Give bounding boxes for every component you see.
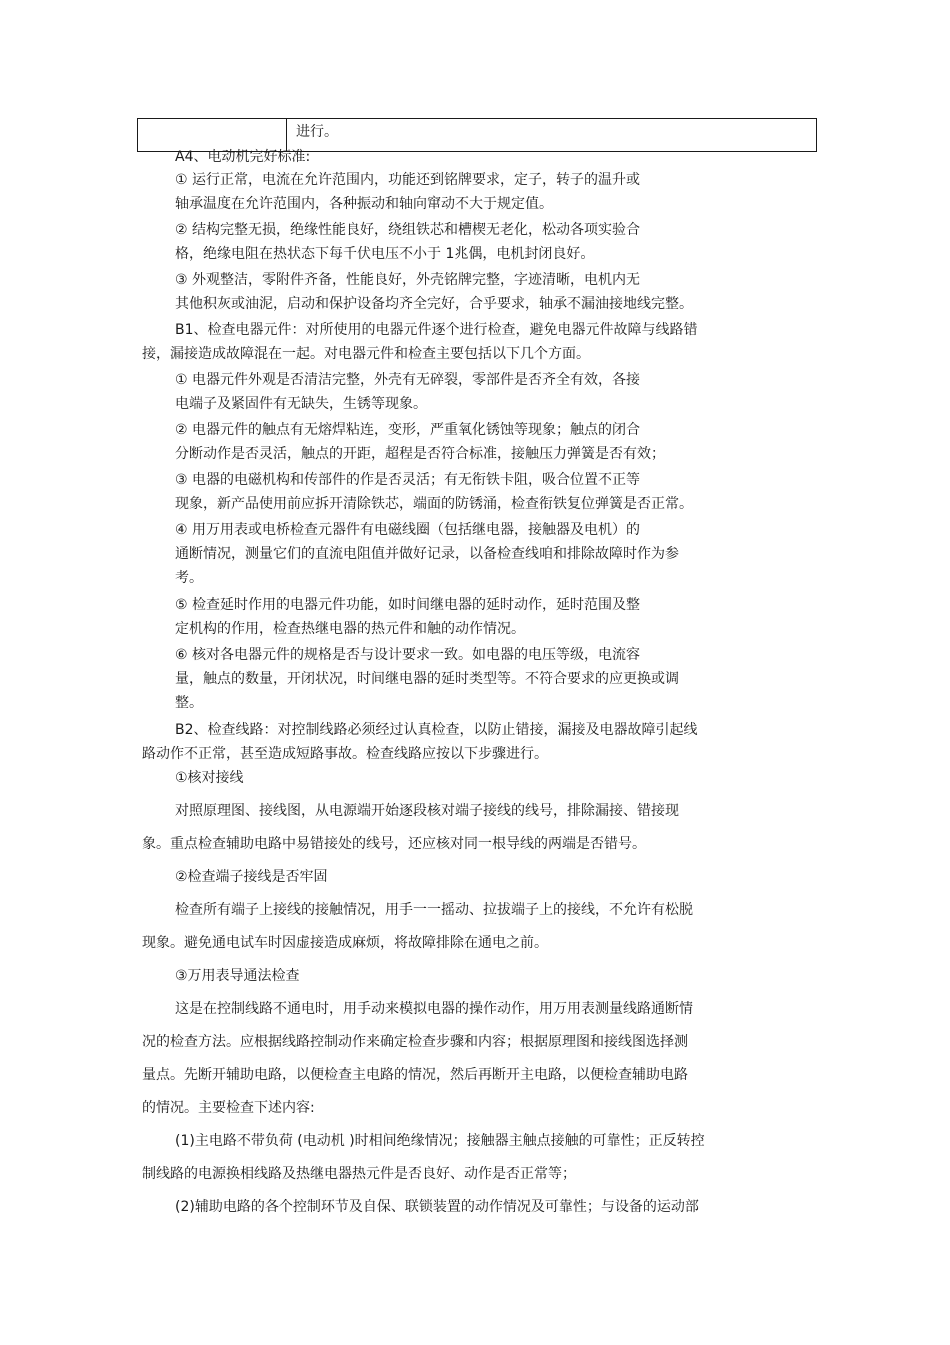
text-line: 定机构的作用，检查热继电器的热元件和触的动作情况。 bbox=[175, 621, 525, 637]
text-line: 电端子及紧固件有无缺失，生锈等现象。 bbox=[175, 396, 427, 412]
text-line: 考。 bbox=[175, 570, 203, 586]
text-line: 况的检查方法。应根据线路控制动作来确定检查步骤和内容；根据原理图和接线图选择测 bbox=[142, 1034, 688, 1050]
table-fragment bbox=[137, 118, 817, 152]
text-line: 轴承温度在允许范围内，各种振动和轴向窜动不大于规定值。 bbox=[175, 196, 553, 212]
table-cell-text: 进行。 bbox=[296, 124, 338, 140]
text-line: 分断动作是否灵活，触点的开距，超程是否符合标准，接触压力弹簧是否有效； bbox=[175, 446, 665, 462]
text-line: ④ 用万用表或电桥检查元器件有电磁线圈（包括继电器，接触器及电机）的 bbox=[175, 522, 640, 538]
text-line: 其他积灰或油泥，启动和保护设备均齐全完好，合乎要求，轴承不漏油接地线完整。 bbox=[175, 296, 693, 312]
text-line: ① 运行正常，电流在允许范围内，功能还到铭牌要求，定子，转子的温升或 bbox=[175, 172, 640, 188]
text-line: ③ 外观整洁，零附件齐备，性能良好，外壳铭牌完整，字迹清晰，电机内无 bbox=[175, 272, 640, 288]
text-line: ③万用表导通法检查 bbox=[175, 968, 300, 984]
text-line: ⑥ 核对各电器元件的规格是否与设计要求一致。如电器的电压等级，电流容 bbox=[175, 647, 640, 663]
text-line: 通断情况，测量它们的直流电阻值并做好记录，以备检查线咱和排除故障时作为参 bbox=[175, 546, 679, 562]
text-line: 现象。避免通电试车时因虚接造成麻烦，将故障排除在通电之前。 bbox=[142, 935, 548, 951]
text-line: A4、电动机完好标准: bbox=[175, 149, 311, 165]
text-line: 的情况。主要检查下述内容: bbox=[142, 1100, 315, 1116]
text-line: B1、检查电器元件：对所使用的电器元件逐个进行检查，避免电器元件故障与线路错 bbox=[175, 322, 698, 338]
text-line: 现象，新产品使用前应拆开清除铁芯，端面的防锈涌，检查衔铁复位弹簧是否正常。 bbox=[175, 496, 693, 512]
text-line: 格，绝缘电阻在热状态下每千伏电压不小于 1兆偶，电机封闭良好。 bbox=[175, 246, 595, 262]
text-line: 路动作不正常，甚至造成短路事故。检查线路应按以下步骤进行。 bbox=[142, 746, 548, 762]
text-line: 对照原理图、接线图，从电源端开始逐段核对端子接线的线号，排除漏接、错接现 bbox=[175, 803, 679, 819]
text-line: 量点。先断开辅助电路，以便检查主电路的情况，然后再断开主电路，以便检查辅助电路 bbox=[142, 1067, 688, 1083]
text-line: B2、检查线路：对控制线路必须经过认真检查，以防止错接，漏接及电器故障引起线 bbox=[175, 722, 698, 738]
text-line: ②检查端子接线是否牢固 bbox=[175, 869, 328, 885]
text-line: 量，触点的数量，开闭状况，时间继电器的延时类型等。不符合要求的应更换或调 bbox=[175, 671, 679, 687]
text-line: ② 电器元件的触点有无熔焊粘连，变形，严重氧化锈蚀等现象；触点的闭合 bbox=[175, 422, 640, 438]
text-line: ①核对接线 bbox=[175, 770, 244, 786]
text-line: ② 结构完整无损，绝缘性能良好，绕组铁芯和槽楔无老化，松动各项实验合 bbox=[175, 222, 640, 238]
text-line: (1)主电路不带负荷 (电动机 )时相间绝缘情况；接触器主触点接触的可靠性；正反转控 bbox=[175, 1133, 705, 1149]
text-line: 检查所有端子上接线的接触情况，用手一一摇动、拉拔端子上的接线，不允许有松脱 bbox=[175, 902, 693, 918]
text-line: ③ 电器的电磁机构和传部件的作是否灵活；有无衔铁卡阻，吸合位置不正等 bbox=[175, 472, 640, 488]
table-column-divider bbox=[286, 119, 287, 151]
text-line: 接，漏接造成故障混在一起。对电器元件和检查主要包括以下几个方面。 bbox=[142, 346, 590, 362]
text-line: (2)辅助电路的各个控制环节及自保、联锁装置的动作情况及可靠性；与设备的运动部 bbox=[175, 1199, 699, 1215]
text-line: 制线路的电源换相线路及热继电器热元件是否良好、动作是否正常等； bbox=[142, 1166, 576, 1182]
text-line: 整。 bbox=[175, 695, 203, 711]
text-line: ① 电器元件外观是否清洁完整，外壳有无碎裂，零部件是否齐全有效，各接 bbox=[175, 372, 640, 388]
text-line: 这是在控制线路不通电时，用手动来模拟电器的操作动作，用万用表测量线路通断情 bbox=[175, 1001, 693, 1017]
text-line: 象。重点检查辅助电路中易错接处的线号，还应核对同一根导线的两端是否错号。 bbox=[142, 836, 646, 852]
text-line: ⑤ 检查延时作用的电器元件功能，如时间继电器的延时动作，延时范围及整 bbox=[175, 597, 640, 613]
